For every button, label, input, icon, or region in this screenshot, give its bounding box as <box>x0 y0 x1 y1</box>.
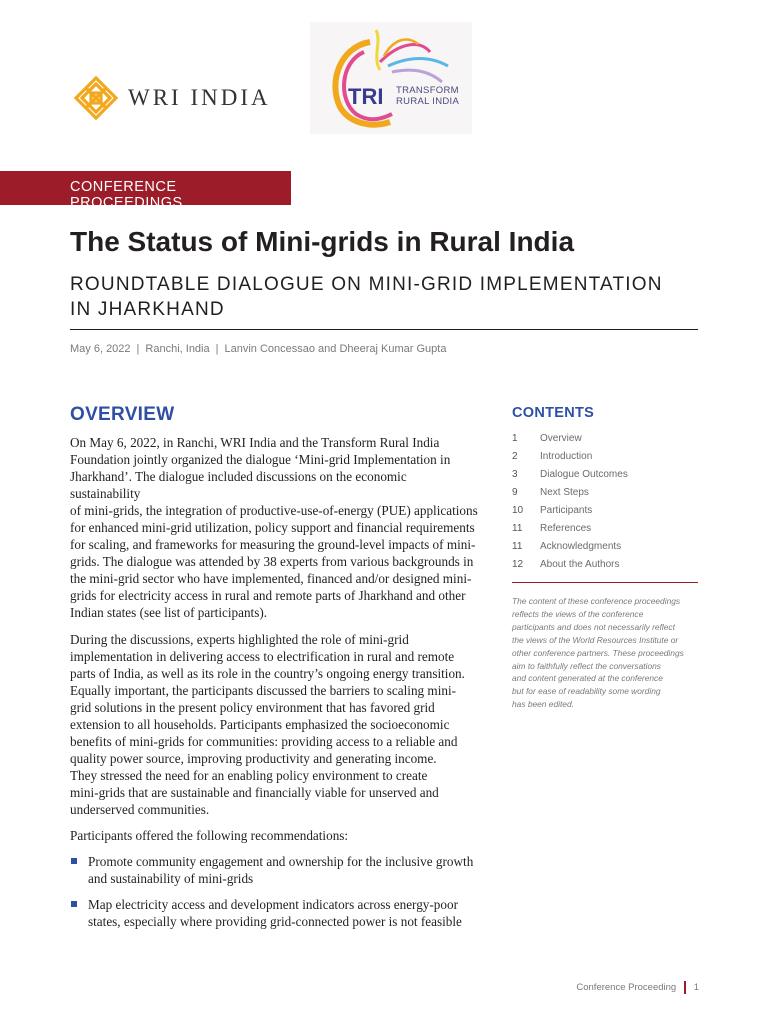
tri-logo-word: TRI <box>348 84 384 109</box>
byline-authors: Lanvin Concessao and Dheeraj Kumar Gupta <box>224 343 447 355</box>
overview-heading: OVERVIEW <box>70 404 175 425</box>
conference-proceedings-banner <box>0 171 291 211</box>
byline-date: May 6, 2022 <box>70 343 131 355</box>
wri-logo-text: WRI INDIA <box>128 85 271 110</box>
toc-label: References <box>540 522 592 534</box>
toc-item-about-the-authors[interactable] <box>512 555 702 573</box>
bullet-square-icon <box>71 858 77 864</box>
disclaimer-note: The content of these conference proceedings reflects the views of the conference participants and does not necessarily reflect the views of the World Resources Institute or other conference partners. These proceedings aim to faithfully reflect the conversations and content generated at the conference but for ease of readability some wording has been edited. <box>512 596 684 710</box>
byline-place: Ranchi, India <box>145 343 210 355</box>
table-of-contents <box>512 430 702 573</box>
toc-page-number: 11 <box>512 522 523 534</box>
toc-label: Dialogue Outcomes <box>540 469 628 481</box>
toc-label: Introduction <box>540 451 593 463</box>
tri-logo-subtitle: TRANSFORM RURAL INDIA <box>396 85 460 107</box>
tri-swirl-icon <box>310 22 472 134</box>
footer-label: Conference Proceeding <box>576 982 677 993</box>
toc-item-overview[interactable] <box>512 430 702 448</box>
bullet-square-icon <box>71 901 77 907</box>
overview-paragraph: Participants offered the following recommendations: <box>70 828 349 844</box>
toc-page-number: 3 <box>512 469 518 481</box>
overview-paragraph: On May 6, 2022, in Ranchi, WRI India and the Transform Rural India Foundation jointly organized the dialogue ‘Mini-grid Implementation in Jharkhand’. The dialogue included discussions on the economic sustainability of mini-grids, the integration of productive-use-of-energy (PUE) applications for enhanced mini-grid utilization, policy support and financial requirements for scaling, and frameworks for measuring the ground-level impacts of mini- grids. The dialogue was attended by 38 experts from various backgrounds in the mini-grid sector who have implemented, financed and/or designed mini- grids for electricity access in rural and remote parts of Jharkhand and other Indian states (see list of participants). <box>70 435 478 621</box>
toc-page-number: 10 <box>512 505 524 516</box>
toc-item-dialogue-outcomes[interactable] <box>512 466 702 484</box>
page-footer <box>576 981 699 994</box>
list-item: Map electricity access and development indicators across energy-poor states, especially where providing grid-connected power is not feasible <box>70 896 480 930</box>
list-item: Promote community engagement and ownership for the inclusive growth and sustainability of mini-grids <box>70 853 480 887</box>
toc-item-references[interactable] <box>512 519 702 537</box>
footer-divider <box>684 981 686 994</box>
toc-label: Next Steps <box>540 487 589 499</box>
title-divider <box>70 329 698 330</box>
byline-separator: | <box>136 343 140 355</box>
toc-page-number: 2 <box>512 451 518 463</box>
recommendations-list <box>70 853 480 930</box>
overview-body <box>70 434 480 939</box>
toc-page-number: 9 <box>512 487 518 499</box>
toc-item-participants[interactable] <box>512 502 702 520</box>
toc-label: Participants <box>540 505 593 516</box>
toc-page-number: 12 <box>512 558 524 570</box>
toc-page-number: 1 <box>512 433 518 445</box>
document-subtitle: ROUNDTABLE DIALOGUE ON MINI-GRID IMPLEMENTATION IN JHARKHAND <box>70 274 663 320</box>
wri-knot-icon <box>74 76 118 120</box>
toc-label: Overview <box>540 433 582 445</box>
tri-logo <box>310 22 472 134</box>
wri-india-logo <box>74 76 271 120</box>
banner-label: CONFERENCE PROCEEDINGS <box>70 179 183 211</box>
toc-item-next-steps[interactable] <box>512 484 702 502</box>
toc-item-acknowledgments[interactable] <box>512 537 702 555</box>
document-title: The Status of Mini-grids in Rural India <box>70 226 575 257</box>
toc-item-introduction[interactable] <box>512 448 702 466</box>
toc-label: About the Authors <box>540 558 620 570</box>
sidebar-divider <box>512 582 698 583</box>
page-number: 1 <box>693 982 699 993</box>
toc-page-number: 11 <box>512 540 523 552</box>
byline-separator: | <box>215 343 219 355</box>
contents-heading: CONTENTS <box>512 405 595 421</box>
overview-paragraph: During the discussions, experts highlighted the role of mini-grid implementation in delivering access to electrification in rural and remote parts of India, as well as its role in the country’s ongoing energy transition. Equally important, the participants discussed the barriers to scaling mini- grid solutions in the present policy environment that has favored grid extension to all households. Participants emphasized the socioeconomic benefits of mini-grids for communities: providing access to a reliable and quality power source, improving productivity and generating income. They stressed the need for an enabling policy environment to create mini-grids that are sustainable and financially viable for unserved and underserved communities. <box>70 631 465 817</box>
byline <box>70 343 446 355</box>
toc-label: Acknowledgments <box>540 540 622 552</box>
